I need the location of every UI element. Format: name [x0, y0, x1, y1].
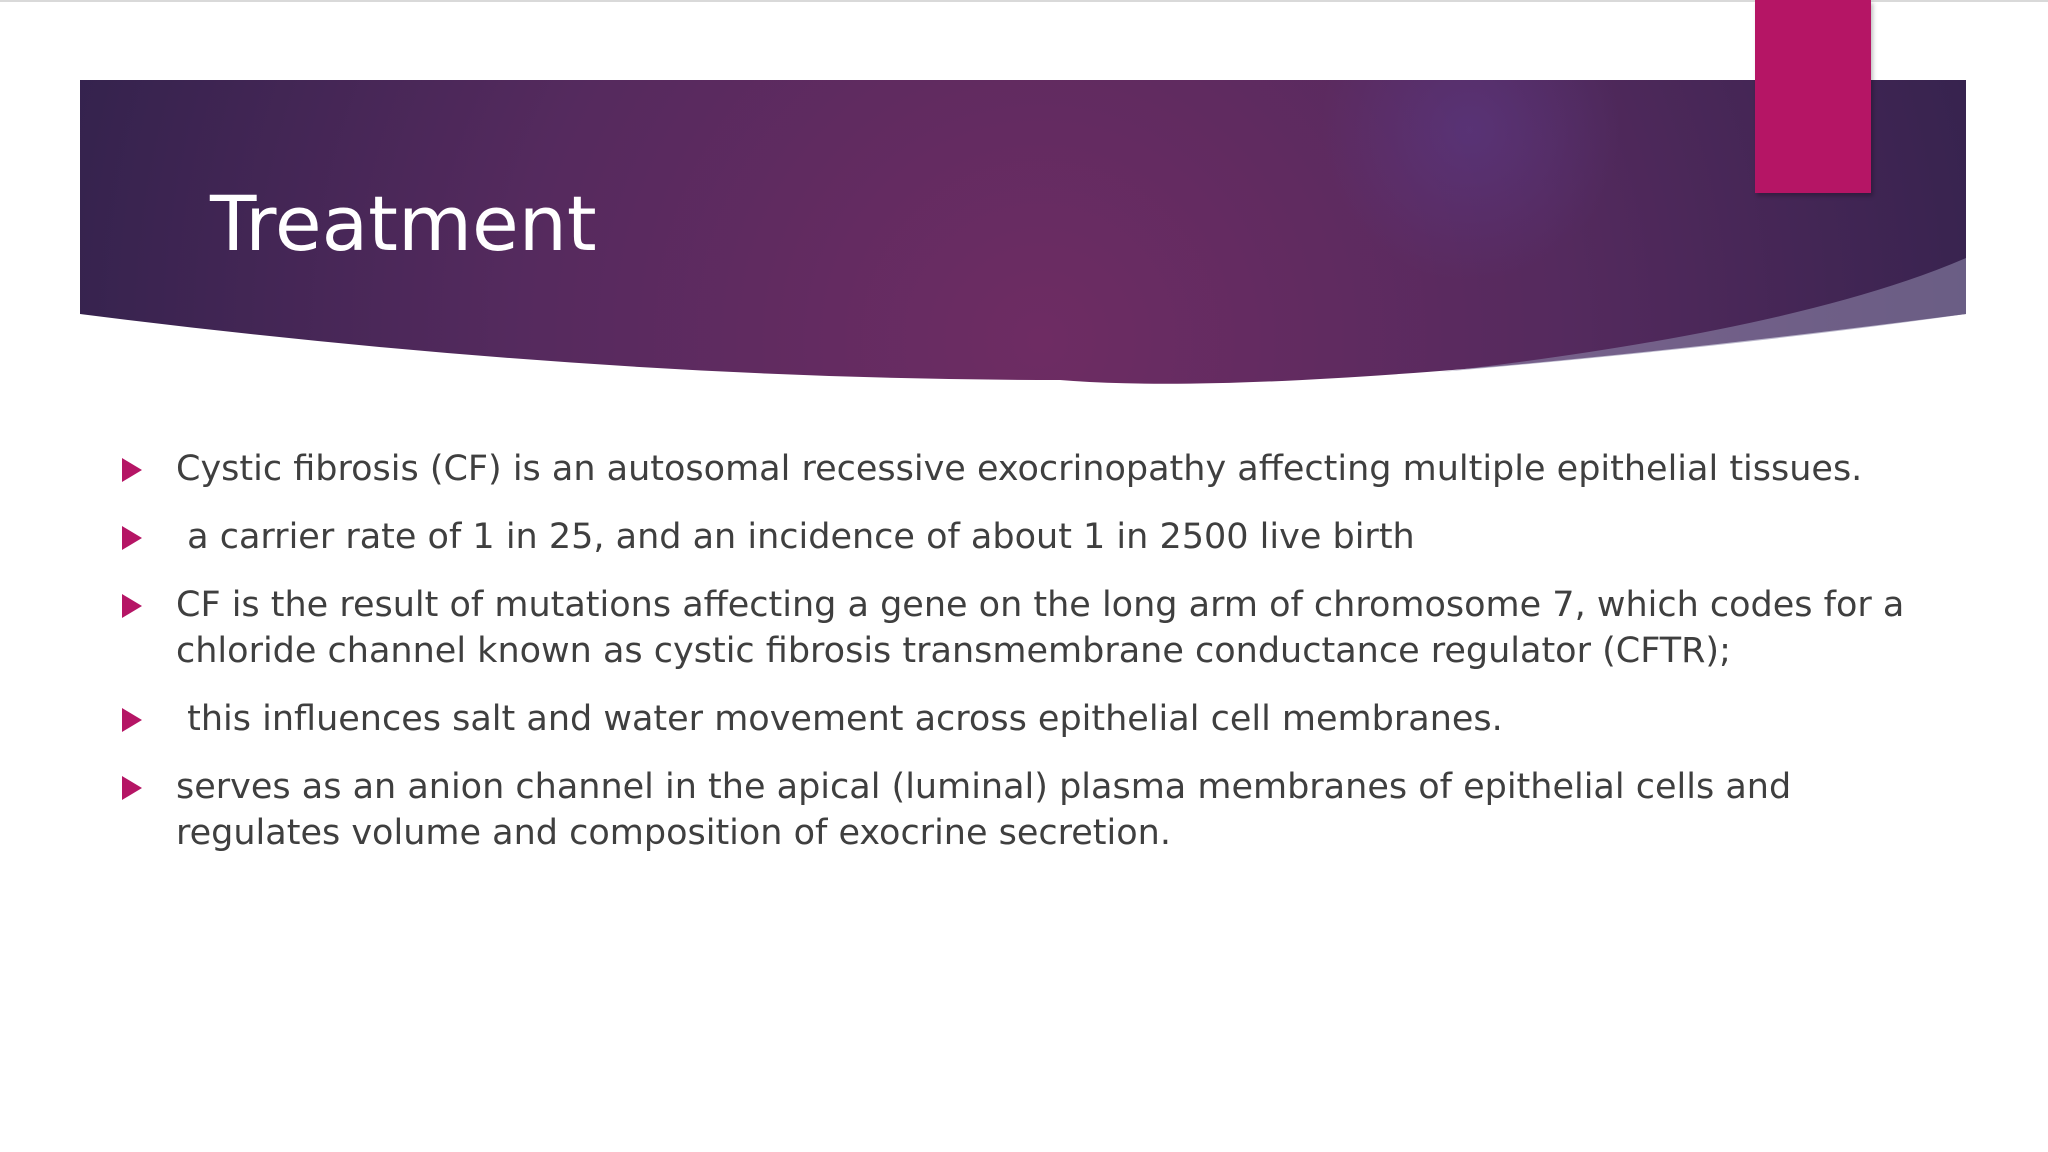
bullet-text: serves as an anion channel in the apical (luminal) plasma membranes of epithelial cells and regulates volume and composition of exocrine secretion. — [176, 767, 1792, 853]
bullet-list — [118, 446, 1948, 878]
list-item — [118, 582, 1948, 674]
bullet-text: CF is the result of mutations affecting a gene on the long arm of chromosome 7, which codes for a chloride channel known as cystic fibrosis transmembrane conductance regulator (CFTR); — [176, 585, 1905, 671]
list-item — [118, 764, 1948, 856]
triangle-right-icon — [122, 708, 142, 732]
list-item — [118, 696, 1948, 742]
triangle-right-icon — [122, 526, 142, 550]
list-item — [118, 514, 1948, 560]
triangle-right-icon — [122, 594, 142, 618]
slide-title: Treatment — [210, 179, 597, 268]
list-item — [118, 446, 1948, 492]
bullet-text: Cystic fibrosis (CF) is an autosomal recessive exocrinopathy affecting multiple epithelial tissues. — [176, 449, 1863, 489]
bullet-text: a carrier rate of 1 in 25, and an incidence of about 1 in 2500 live birth — [176, 517, 1415, 557]
triangle-right-icon — [122, 776, 142, 800]
triangle-right-icon — [122, 458, 142, 482]
accent-tab — [1755, 0, 1871, 193]
bullet-text: this influences salt and water movement across epithelial cell membranes. — [176, 699, 1503, 739]
